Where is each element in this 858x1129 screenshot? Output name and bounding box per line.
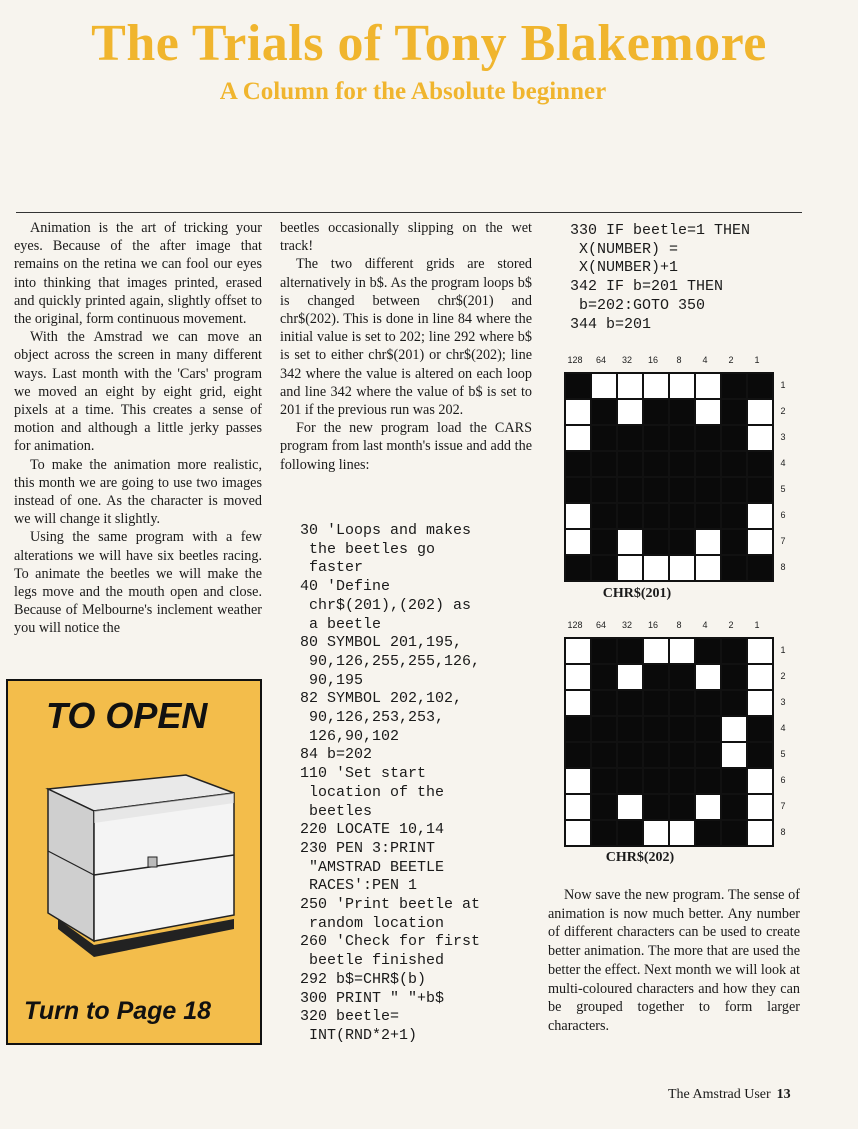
cabinet-illustration	[36, 763, 246, 993]
pixel-cell	[721, 373, 747, 399]
pixel-cell	[721, 425, 747, 451]
pixel-cell	[565, 373, 591, 399]
bit-label: 1	[754, 355, 760, 365]
pixel-cell	[695, 716, 721, 742]
pixel-cell	[695, 529, 721, 555]
row-label: 4	[780, 458, 786, 468]
page-footer	[668, 1087, 791, 1103]
code-line: 110 'Set start	[300, 765, 427, 783]
pixel-cell	[591, 742, 617, 768]
pixel-cell	[747, 716, 773, 742]
pixel-cell	[565, 503, 591, 529]
pixel-cell	[617, 503, 643, 529]
code-line: 84 b=202	[300, 746, 373, 764]
code-line: location of the	[300, 783, 445, 801]
pixel-cell	[617, 477, 643, 503]
bit-label: 2	[728, 620, 734, 630]
pixel-cell	[695, 373, 721, 399]
code-line: 126,90,102	[300, 727, 400, 745]
pixel-cell	[565, 794, 591, 820]
pixel-grid-chr201	[564, 372, 774, 582]
pixel-cell	[721, 664, 747, 690]
pixel-cell	[643, 529, 669, 555]
code-listing-2	[570, 222, 810, 334]
pixel-cell	[721, 768, 747, 794]
grid-caption: CHR$(201)	[602, 586, 672, 601]
body-paragraph: To make the animation more realistic, this month we are going to use two images instead of one. As the character is moved we will change it slightly.	[14, 456, 262, 528]
code-line: RACES':PEN 1	[300, 877, 418, 895]
body-paragraph: The two different grids are stored alternatively in b$. As the program loops b$ is changed between chr$(201) and chr$(202). This is done in line 84 where the initial value is set to 202; line 292 where b$ is set to either chr$(201) or chr$(202); line 342 where the value is altered on each loop and line 342 where the value of b$ is set to 201 if the previous run was 202.	[280, 256, 532, 419]
publication-name: The Amstrad User	[668, 1087, 771, 1102]
pixel-cell	[565, 638, 591, 664]
pixel-cell	[669, 503, 695, 529]
code-line: 330 IF beetle=1 THEN	[570, 222, 751, 239]
pixel-cell	[695, 768, 721, 794]
article-title: The Trials of Tony Blakemore	[91, 15, 767, 72]
pixel-cell	[695, 425, 721, 451]
code-line: 40 'Define	[300, 578, 391, 596]
pixel-cell	[695, 664, 721, 690]
bit-label: 8	[676, 355, 682, 365]
pixel-cell	[669, 716, 695, 742]
ad-page-reference: Turn to Page 18	[24, 997, 212, 1025]
pixel-cell	[695, 503, 721, 529]
pixel-cell	[565, 742, 591, 768]
code-line: the beetles go	[300, 540, 436, 558]
pixel-cell	[721, 399, 747, 425]
body-paragraph: Now save the new program. The sense of animation is now much better. Any number of different characters can be used to create better animation. The more that are used the better the effect. Next month we will look at multi-coloured characters and how they can be grouped together to form larger characters.	[548, 887, 800, 1034]
body-paragraph: For the new program load the CARS program from last month's issue and add the following lines:	[280, 420, 532, 473]
pixel-cell	[565, 425, 591, 451]
pixel-cell	[565, 690, 591, 716]
pixel-cell	[669, 529, 695, 555]
pixel-cell	[617, 555, 643, 581]
bit-label: 64	[595, 620, 606, 630]
pixel-cell	[591, 664, 617, 690]
code-line: 82 SYMBOL 202,102,	[300, 690, 463, 708]
pixel-cell	[669, 742, 695, 768]
pixel-cell	[565, 716, 591, 742]
pixel-cell	[747, 477, 773, 503]
pixel-cell	[669, 664, 695, 690]
code-line: 220 LOCATE 10,14	[300, 821, 445, 839]
pixel-cell	[747, 690, 773, 716]
pixel-cell	[695, 820, 721, 846]
code-line: 300 PRINT " "+b$	[300, 989, 445, 1007]
pixel-cell	[565, 477, 591, 503]
row-label: 5	[780, 484, 786, 494]
pixel-cell	[669, 555, 695, 581]
code-line: X(NUMBER)+1	[570, 259, 679, 277]
pixel-cell	[565, 399, 591, 425]
advertisement-box	[6, 679, 262, 1045]
pixel-cell	[643, 477, 669, 503]
body-paragraph: beetles occasionally slipping on the wet track!	[280, 220, 532, 255]
pixel-cell	[617, 399, 643, 425]
code-line: random location	[300, 914, 445, 932]
column-3	[548, 886, 800, 1036]
row-label: 6	[780, 775, 786, 785]
bit-label: 32	[621, 355, 632, 365]
pixel-cell	[721, 555, 747, 581]
bit-label: 2	[728, 355, 734, 365]
pixel-cell	[617, 373, 643, 399]
pixel-cell	[591, 373, 617, 399]
bit-label: 128	[567, 620, 583, 630]
code-line: 260 'Check for first	[300, 933, 481, 951]
code-listing-1	[300, 522, 534, 1046]
body-paragraph: Animation is the art of tricking your eyes. Because of the after image that remains on the retina we can fool our eyes into thinking that images printed, erased and quickly printed again, slightly offset to the original, form continuous movement.	[14, 220, 262, 328]
code-line: INT(RND*2+1)	[300, 1026, 418, 1044]
pixel-cell	[747, 529, 773, 555]
column-2	[280, 219, 532, 474]
pixel-cell	[747, 664, 773, 690]
pixel-cell	[747, 638, 773, 664]
bit-label: 8	[676, 620, 682, 630]
pixel-cell	[695, 638, 721, 664]
pixel-cell	[669, 399, 695, 425]
pixel-cell	[643, 794, 669, 820]
row-label: 7	[780, 801, 786, 811]
row-label: 8	[780, 562, 786, 572]
pixel-cell	[747, 768, 773, 794]
pixel-cell	[747, 742, 773, 768]
pixel-cell	[669, 794, 695, 820]
bit-label: 4	[702, 620, 708, 630]
pixel-cell	[617, 690, 643, 716]
pixel-cell	[747, 451, 773, 477]
pixel-cell	[669, 425, 695, 451]
pixel-cell	[565, 820, 591, 846]
pixel-cell	[695, 555, 721, 581]
row-label: 2	[780, 406, 786, 416]
pixel-grid-chr202	[564, 637, 774, 847]
pixel-cell	[695, 451, 721, 477]
pixel-cell	[643, 638, 669, 664]
pixel-cell	[617, 794, 643, 820]
pixel-cell	[669, 373, 695, 399]
ad-headline: TO OPEN	[46, 695, 208, 736]
pixel-cell	[591, 451, 617, 477]
code-line: 292 b$=CHR$(b)	[300, 970, 427, 988]
pixel-cell	[721, 477, 747, 503]
pixel-cell	[565, 664, 591, 690]
pixel-cell	[617, 425, 643, 451]
pixel-cell	[643, 503, 669, 529]
pixel-cell	[643, 768, 669, 794]
bit-label: 32	[621, 620, 632, 630]
code-line: faster	[300, 559, 364, 577]
pixel-cell	[721, 529, 747, 555]
pixel-cell	[643, 555, 669, 581]
pixel-cell	[591, 820, 617, 846]
pixel-cell	[721, 716, 747, 742]
row-label: 5	[780, 749, 786, 759]
bit-label: 128	[567, 355, 583, 365]
code-line: beetle finished	[300, 952, 445, 970]
code-line: 90,126,255,255,126,	[300, 652, 481, 670]
pixel-cell	[565, 555, 591, 581]
code-line: 250 'Print beetle at	[300, 896, 481, 914]
pixel-cell	[591, 794, 617, 820]
bit-label: 1	[754, 620, 760, 630]
pixel-cell	[747, 373, 773, 399]
pixel-cell	[747, 425, 773, 451]
body-paragraph: Using the same program with a few alterations we will have six beetles racing. To animate the beetles we will make the legs move and the mouth open and close. Because of Melbourne's inclement weather you will notice the	[14, 529, 262, 637]
pixel-cell	[591, 716, 617, 742]
pixel-cell	[643, 690, 669, 716]
pixel-cell	[747, 794, 773, 820]
code-line: 80 SYMBOL 201,195,	[300, 634, 463, 652]
code-line: b=202:GOTO 350	[570, 296, 706, 314]
pixel-cell	[643, 742, 669, 768]
bit-label: 16	[647, 355, 658, 365]
pixel-cell	[721, 794, 747, 820]
bit-label: 16	[647, 620, 658, 630]
pixel-cell	[565, 529, 591, 555]
row-label: 8	[780, 827, 786, 837]
pixel-cell	[591, 529, 617, 555]
pixel-cell	[591, 690, 617, 716]
pixel-cell	[695, 742, 721, 768]
pixel-cell	[617, 820, 643, 846]
row-label: 3	[780, 697, 786, 707]
code-line: 320 beetle=	[300, 1008, 400, 1026]
pixel-cell	[591, 555, 617, 581]
pixel-cell	[617, 716, 643, 742]
pixel-cell	[643, 664, 669, 690]
pixel-cell	[643, 820, 669, 846]
row-label: 4	[780, 723, 786, 733]
pixel-cell	[721, 451, 747, 477]
pixel-cell	[721, 690, 747, 716]
code-line: chr$(201),(202) as	[300, 596, 472, 614]
pixel-cell	[721, 742, 747, 768]
pixel-cell	[721, 820, 747, 846]
row-label: 1	[780, 380, 786, 390]
page-number: 13	[776, 1087, 791, 1102]
pixel-cell	[591, 399, 617, 425]
pixel-cell	[695, 399, 721, 425]
pixel-cell	[695, 794, 721, 820]
pixel-cell	[643, 399, 669, 425]
pixel-cell	[617, 451, 643, 477]
pixel-cell	[669, 690, 695, 716]
code-line: "AMSTRAD BEETLE	[300, 858, 445, 876]
row-label: 1	[780, 645, 786, 655]
row-label: 7	[780, 536, 786, 546]
pixel-cell	[643, 716, 669, 742]
header-rule	[16, 212, 802, 213]
row-label: 3	[780, 432, 786, 442]
code-line: 90,195	[300, 671, 364, 689]
pixel-cell	[695, 477, 721, 503]
row-label: 6	[780, 510, 786, 520]
pixel-cell	[617, 768, 643, 794]
code-line: 90,126,253,253,	[300, 709, 445, 727]
pixel-cell	[747, 503, 773, 529]
pixel-cell	[669, 451, 695, 477]
article-subtitle: A Column for the Absolute beginner	[219, 78, 607, 105]
pixel-cell	[669, 477, 695, 503]
bit-label: 4	[702, 355, 708, 365]
pixel-cell	[591, 477, 617, 503]
code-line: 342 IF b=201 THEN	[570, 278, 724, 296]
pixel-cell	[721, 638, 747, 664]
code-line: 30 'Loops and makes	[300, 522, 472, 539]
pixel-cell	[747, 555, 773, 581]
pixel-cell	[721, 503, 747, 529]
pixel-cell	[617, 742, 643, 768]
pixel-cell	[591, 425, 617, 451]
pixel-cell	[747, 399, 773, 425]
pixel-cell	[643, 373, 669, 399]
pixel-cell	[669, 820, 695, 846]
column-1	[14, 219, 262, 638]
grid-caption: CHR$(202)	[605, 850, 675, 865]
pixel-cell	[617, 529, 643, 555]
pixel-cell	[591, 503, 617, 529]
body-paragraph: With the Amstrad we can move an object across the screen in many different ways. Last month with the 'Cars' program we moved an eight by eight grid, eight pixels at a time. This creates a sense of motion and although a little jerky passes for animation.	[14, 329, 262, 455]
code-line: a beetle	[300, 615, 382, 633]
pixel-cell	[565, 451, 591, 477]
code-line: 230 PEN 3:PRINT	[300, 839, 436, 857]
pixel-cell	[643, 425, 669, 451]
pixel-cell	[643, 451, 669, 477]
pixel-cell	[565, 768, 591, 794]
pixel-cell	[695, 690, 721, 716]
pixel-cell	[617, 664, 643, 690]
pixel-cell	[591, 638, 617, 664]
pixel-cell	[669, 638, 695, 664]
pixel-cell	[617, 638, 643, 664]
code-line: 344 b=201	[570, 315, 652, 333]
code-line: X(NUMBER) =	[570, 240, 679, 258]
pixel-cell	[669, 768, 695, 794]
pixel-cell	[747, 820, 773, 846]
code-line: beetles	[300, 802, 373, 820]
row-label: 2	[780, 671, 786, 681]
bit-label: 64	[595, 355, 606, 365]
pixel-cell	[591, 768, 617, 794]
